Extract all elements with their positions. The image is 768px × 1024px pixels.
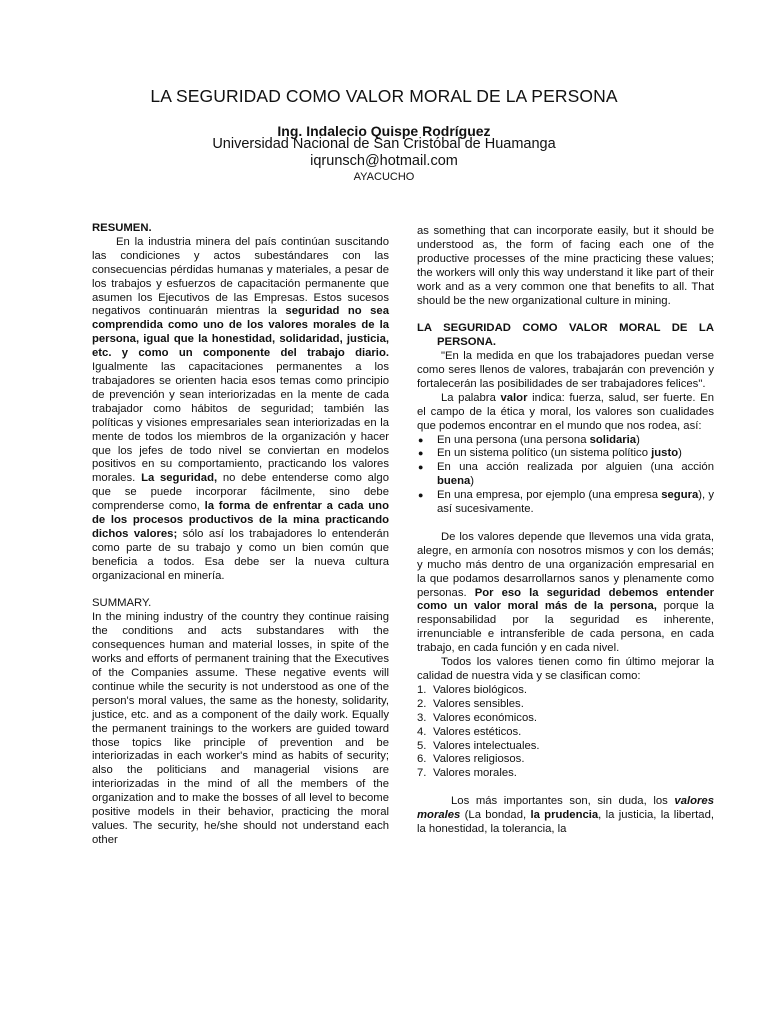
- depende-paragraph: De los valores depende que llevemos una vida grata, alegre, en armonía con nosotros mismos y con los demás; y mucho más dentro de una organización empresarial en la que podamos desarrollarnos sanos y plenamente como personas. Por eso la seguridad debemos entender como un valor moral más de la persona, porque la responsabilidad por la seguridad es inherente, irrenunciable e intransferible de cada persona, en cada trabajo, en cada función y en cada nivel.: [417, 530, 714, 655]
- todos-paragraph: Todos los valores tienen como fin último mejorar la calidad de nuestra vida y se clasifican como:: [417, 656, 714, 682]
- right-column: [417, 225, 714, 837]
- list-item: ● En una acción realizada por alguien (una acción buena): [417, 461, 714, 489]
- summary-paragraph: In the mining industry of the country they continue raising the conditions and acts substandares with the consequences human and material losses, in spite of the works and efforts of permanent training that the Executives of the Companies assume. These negative events will continue while the security is not understood as one of the person's moral values, the same as the honesty, solidarity, justice, etc. and as a component of the daily work. Equally the permanent trainings to the workers are guided toward those topics like principle of prevention and be interiorizadas in each worker's mind as habits of security; also the politicians and managerial visions are interiorizadas in the mind of all the members of the organization and to make the bosses of all level to become positive models in their behavior, practicing the moral values. The security, he/she should not understand each other: [92, 611, 389, 846]
- list-item: 2. Valores sensibles.: [417, 697, 524, 710]
- values-numbered-list: [417, 684, 714, 781]
- author-name: Ing. Indalecio Quispe Rodríguez: [277, 123, 491, 139]
- list-item: 5. Valores intelectuales.: [417, 739, 540, 752]
- page-title: LA SEGURIDAD COMO VALOR MORAL DE LA PERSONA: [150, 86, 618, 106]
- list-item: ● En una empresa, por ejemplo (una empresa segura), y así sucesivamente.: [417, 489, 714, 517]
- author-city: AYACUCHO: [353, 171, 415, 183]
- valor-paragraph: La palabra valor indica: fuerza, salud, ser fuerte. En el campo de la ética y moral, los valores son cualidades que podemos encontrar en el mundo que nos rodea, así:: [417, 391, 714, 432]
- summary-heading: SUMMARY.: [92, 597, 152, 610]
- list-item: ● En un sistema político (un sistema político justo): [417, 447, 714, 461]
- values-bullet-list: [417, 434, 714, 517]
- importantes-paragraph: Los más importantes son, sin duda, los valores morales (La bondad, la prudencia, la justicia, la libertad, la honestidad, la tolerancia, la: [417, 795, 714, 835]
- list-item: 3. Valores económicos.: [417, 711, 538, 724]
- author-affiliation: Universidad Nacional de San Cristóbal de Huamanga: [212, 136, 556, 152]
- list-item: 4. Valores estéticos.: [417, 725, 522, 738]
- resumen-paragraph: En la industria minera del país continúan suscitando las condiciones y actos subestándares con las consecuencias pérdidas humanas y materiales, a pesar de los trabajos y esfuerzos de capacitación permanente que asumen los Ejecutivos de las Empresas. Estos sucesos negativos continuarán mientras la seguridad no sea comprendida como uno de los valores morales de la persona, igual que la honestidad, solidaridad, justicia, etc. y como un componente del trabajo diario. Igualmente las capacitaciones permanentes a los trabajadores se orienten hacia esos temas como principio de prevención y sean interiorizadas en la mente de cada trabajador como hábitos de seguridad; también las políticas y visiones empresariales sean interiorizadas en la mente de todos los miembros de la organización y hacer que los jefes de todo nivel se conviertan en modelos positivos en su comportamiento, practicando los valores morales. La seguridad, no debe entenderse como algo que se puede incorporar fácilmente, sino debe comprenderse como, la forma de enfrentar a cada uno de los procesos productivos de la mina practicando dichos valores; sólo así los trabajadores lo entenderán como parte de su trabajo y como un bien común que beneficia a todos. Esa debe ser la nueva cultura organizacional en minería.: [92, 235, 389, 582]
- list-item: 1. Valores biológicos.: [417, 683, 527, 696]
- resumen-heading: RESUMEN.: [92, 222, 152, 234]
- author-email: iqrunsch@hotmail.com: [310, 153, 458, 169]
- left-column: [92, 222, 389, 848]
- summary-paragraph-continued: as something that can incorporate easily, but it should be understood as, the form of facing each one of the productive processes of the mine practicing these values; the workers will only this way understand it like part of their work and as a very common one that benefits to all. That should be the new organizational culture in mining.: [417, 225, 714, 307]
- list-item: ● En una persona (una persona solidaria): [417, 434, 714, 448]
- list-item: 6. Valores religiosos.: [417, 753, 525, 766]
- quote-paragraph: "En la medida en que los trabajadores puedan verse como seres llenos de valores, trabajarán con prevención y fortalecerán las posibilidades de ser trabajadores felices".: [417, 350, 714, 390]
- section-heading: LA SEGURIDAD COMO VALOR MORAL DE LA PERSONA.: [417, 322, 714, 349]
- list-item: 7. Valores morales.: [417, 767, 517, 780]
